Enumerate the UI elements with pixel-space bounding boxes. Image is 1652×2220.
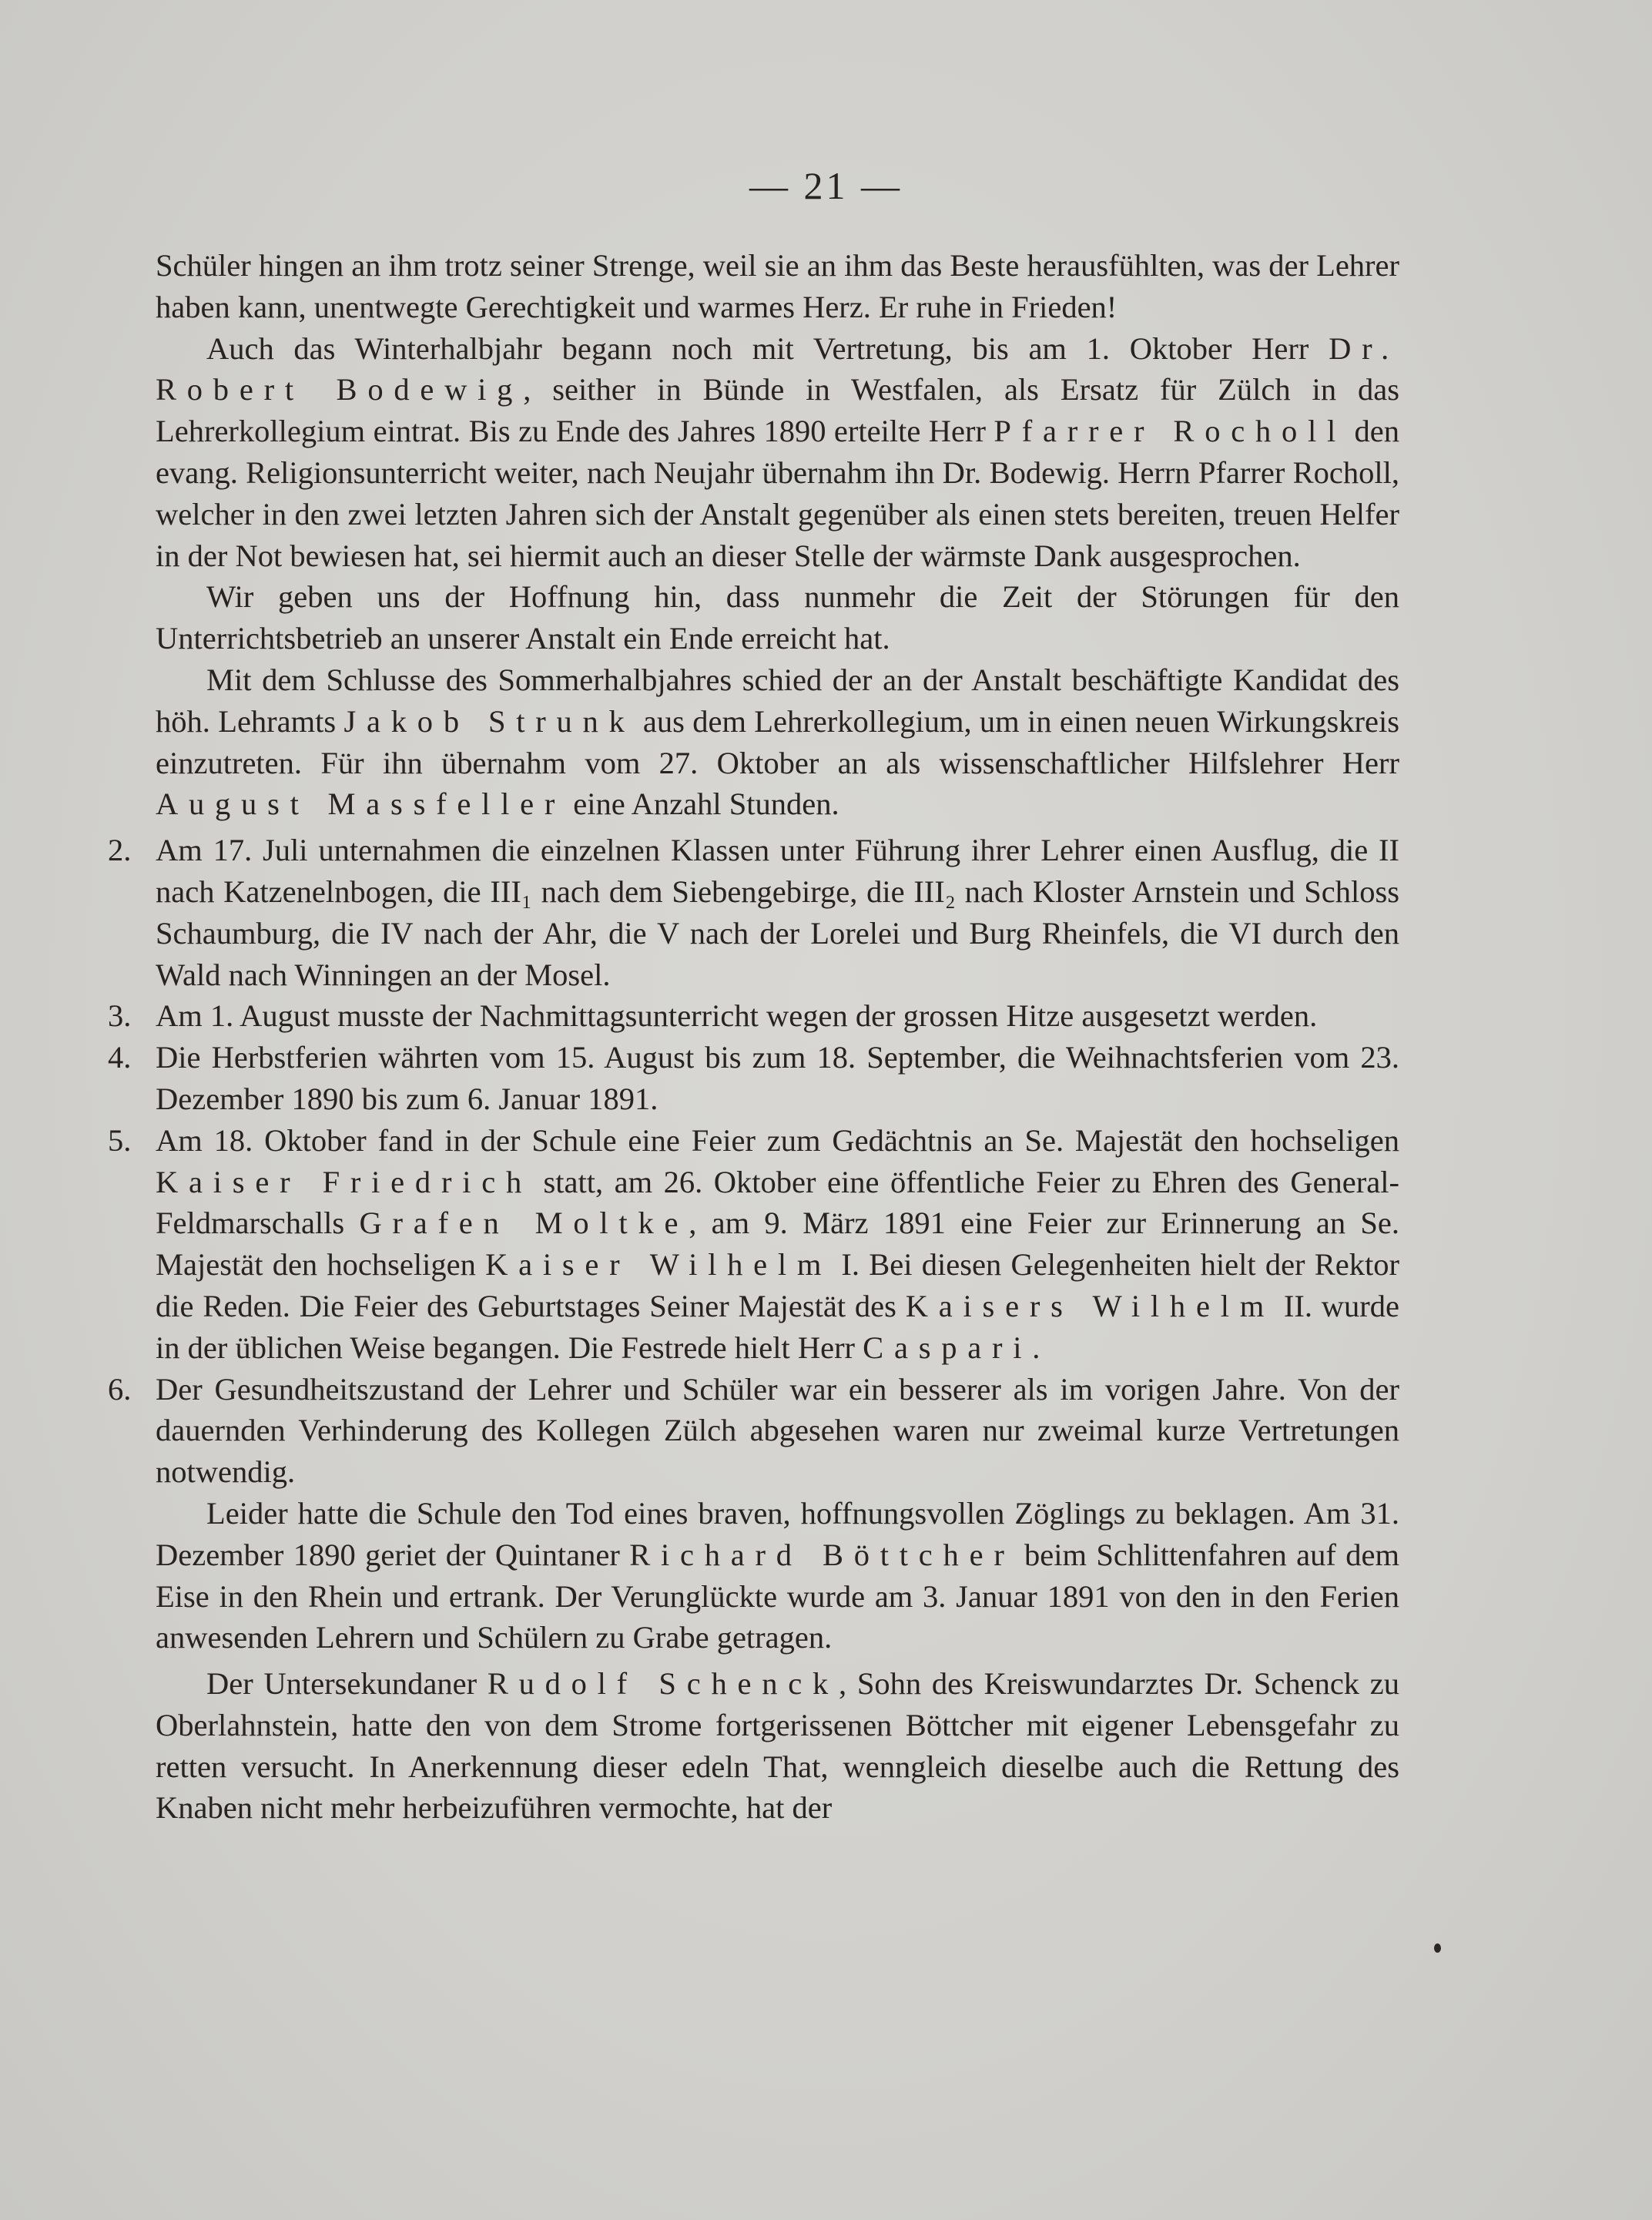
paragraph-obituary-end: Schüler hingen an ihm trotz seiner Strenge, weil sie an ihm das Beste herausfühlten, was der Lehrer haben kann, unentwegte Gerechtigkeit und warmes Herz. Er ruhe in Frieden! <box>156 248 1399 324</box>
list-item-text: Die Herbstferien währten vom 15. August bis zum 18. September, die Weihnachtsferien vom 23. Dezember 1890 bis zum 6. Januar 1891. <box>156 1040 1399 1116</box>
body-text <box>108 245 1400 1829</box>
paragraph-summer-term: Mit dem Schlusse des Sommerhalbjahres schied der an der Anstalt beschäftigte Kandidat des höh. Lehramts Jakob Strunk aus dem Lehrerkollegium, um in einen neuen Wirkungskreis einzutreten. Für ihn übernahm vom 27. Oktober an als wissenschaftlicher Hilfslehrer Herr August Massfeller eine Anzahl Stunden. <box>156 662 1399 822</box>
list-item-number: 3. <box>108 998 132 1034</box>
paragraph-winter-term: Auch das Winterhalbjahr begann noch mit Vertretung, bis am 1. Oktober Herr Dr. Robert Bodewig, seither in Bünde in Westfalen, als Ersatz für Zülch in das Lehrerkollegium eintrat. Bis zu Ende des Jahres 1890 erteilte Herr Pfarrer Rocholl den evang. Religionsunterricht weiter, nach Neujahr übernahm ihn Dr. Bodewig. Herrn Pfarrer Rocholl, welcher in den zwei letzten Jahren sich der Anstalt gegenüber als einen stets bereiten, treuen Helfer in der Not bewiesen hat, sei hiermit auch an dieser Stelle der wärmste Dank ausgesprochen. <box>156 330 1399 573</box>
list-item-excursion <box>108 830 1399 995</box>
list-item-text: Der Gesundheitszustand der Lehrer und Schüler war ein besserer als im vorigen Jahre. Von der dauernden Verhinderung des Kollegen Zülch abgesehen waren nur zweimal kurze Vertretungen notwendig. <box>156 1371 1399 1490</box>
name-kaisers-wilhelm: Kaisers Wilhelm <box>905 1288 1275 1323</box>
name-kaiser-wilhelm: Kaiser Wilhelm <box>485 1247 833 1283</box>
list-item-holidays <box>108 1037 1399 1120</box>
name-kaiser-friedrich: Kaiser Friedrich <box>156 1164 532 1199</box>
list-item-text: Am 1. August musste der Nachmittagsunterricht wegen der grossen Hitze ausgesetzt werden. <box>156 998 1318 1034</box>
name-robert-bodewig: Dr. Robert Bodewig <box>156 330 1399 407</box>
list-item-number: 2. <box>108 833 132 868</box>
paragraph-accident: Leider hatte die Schule den Tod eines braven, hoffnungsvollen Zöglings zu beklagen. Am 31. Dezember 1890 geriet der Quintaner Richard Böttcher beim Schlittenfahren auf dem Eise in den Rhein und ertrank. Der Verunglückte wurde am 3. Januar 1891 von den in den Ferien anwesenden Lehrern und Schülern zu Grabe getragen. <box>156 1495 1399 1655</box>
list-item-number: 5. <box>108 1122 132 1158</box>
paragraph-rescue-attempt: Der Untersekundaner Rudolf Schenck, Sohn des Kreiswundarztes Dr. Schenck zu Oberlahnstein, hatte den von dem Strome fortgerissenen Böttcher mit eigener Lebensgefahr zu retten versucht. In Anerkennung dieser edeln That, wenngleich dieselbe auch die Rettung des Knaben nicht mehr herbeizuführen vermochte, hat der <box>156 1666 1399 1826</box>
name-pfarrer-rocholl: Pfarrer Rocholl <box>994 414 1347 449</box>
name-august-massfeller: August Massfeller <box>156 786 566 822</box>
list-item-health <box>108 1369 1399 1493</box>
list-item-heat <box>108 995 1399 1037</box>
ink-speck <box>1434 1943 1441 1953</box>
name-jakob-strunk: Jakob Strunk <box>343 703 635 739</box>
list-item-number: 4. <box>108 1040 132 1075</box>
name-grafen-moltke: Grafen Moltke <box>359 1206 689 1241</box>
name-rudolf-schenck: Rudolf Schenck <box>487 1666 839 1702</box>
list-item-text: Am 18. Oktober fand in der Schule eine Feier zum Gedächtnis an Se. Majestät den hochseligen Kaiser Friedrich statt, am 26. Oktober eine öffentliche Feier zu Ehren des General-Feldmarschalls Grafen Moltke, am 9. März 1891 eine Feier zur Erinnerung an Se. Majestät den hochseligen Kaiser Wilhelm I. Bei diesen Gelegenheiten hielt der Rektor die Reden. Die Feier des Geburtstages Seiner Majestät des Kaisers Wilhelm II. wurde in der üblichen Weise begangen. Die Festrede hielt Herr Caspari. <box>156 1122 1400 1365</box>
name-caspari: Caspari <box>863 1330 1033 1365</box>
name-richard-boettcher: Richard Böttcher <box>629 1537 1015 1572</box>
list-item-number: 6. <box>108 1371 132 1407</box>
list-item-celebrations <box>108 1120 1400 1369</box>
list-item-text: Am 17. Juli unternahmen die einzelnen Klassen unter Führung ihrer Lehrer einen Ausflug, die II nach Katzenelnbogen, die III₁ nach dem Siebengebirge, die III₂ nach Kloster Arnstein und Schloss Schaumburg, die IV nach der Ahr, die V nach der Lorelei und Burg Rheinfels, die VI durch den Wald nach Winningen an der Mosel. <box>156 833 1399 992</box>
paragraph-hope: Wir geben uns der Hoffnung hin, dass nunmehr die Zeit der Störungen für den Unterrichtsbetrieb an unserer Anstalt ein Ende erreicht hat. <box>156 579 1399 656</box>
page-number: — 21 — <box>749 164 903 207</box>
